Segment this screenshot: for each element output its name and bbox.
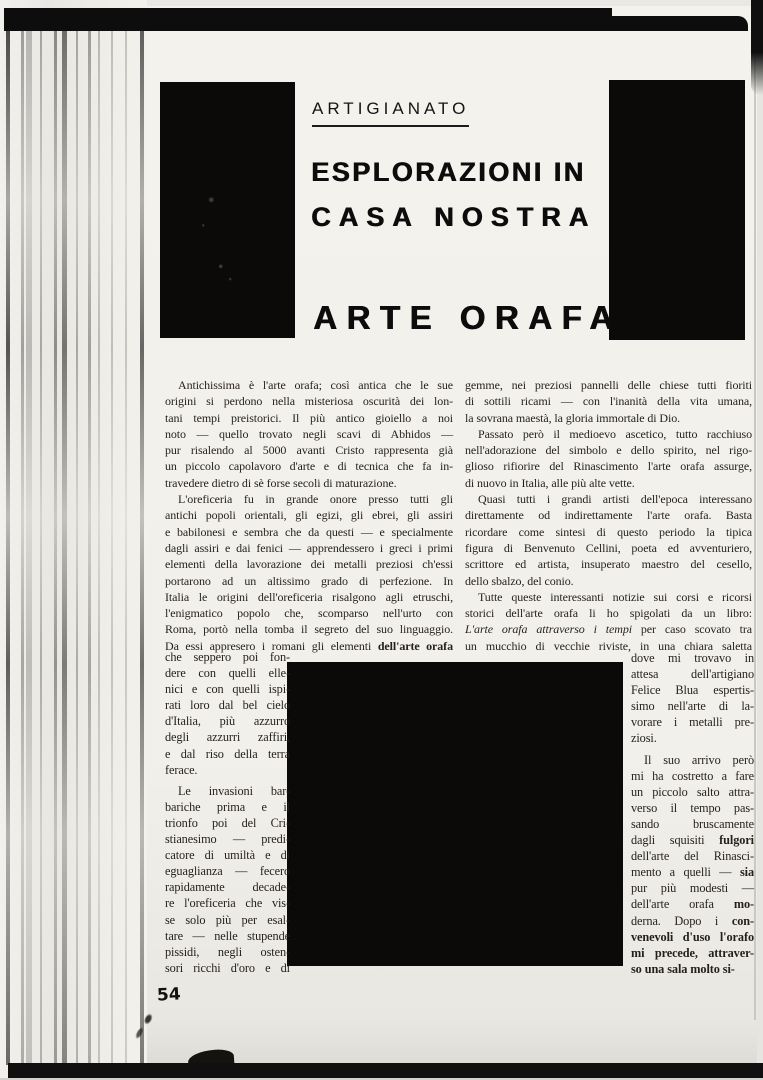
text-line: Passato però il medioevo ascetico, tutto racchiuso: [478, 426, 752, 441]
text-line: elementi della lavorazione dei metalli preziosi ch'essi: [165, 557, 453, 572]
text-line: tare — nelle stupende: [165, 928, 290, 943]
text-line: Quasi tutti i grandi artisti dell'epoca interessano: [478, 492, 752, 507]
column-left-top: [165, 377, 453, 654]
article-title-line2: CASA NOSTRA: [311, 202, 597, 232]
text-line: Il suo arrivo però: [644, 752, 754, 767]
text-line: ricordare come sintesi di questo periodo la tipica: [465, 524, 752, 539]
text-line: un mucchio di vecchie riviste, in una chiara saletta: [465, 638, 752, 653]
text-line: pissidi, negli osten-: [165, 944, 290, 959]
text-line: noto — quello trovato negli scavi di Abhidos —: [165, 426, 453, 441]
photo-top-right: [609, 80, 745, 340]
text-line: L'arte orafa attraverso i tempi per caso scovato tra: [465, 622, 752, 637]
photo-center: [287, 662, 623, 966]
column-right-narrow: [631, 650, 754, 977]
column-right-top: [465, 377, 752, 654]
text-line: di sottili ricami — con l'inanità della vita umana,: [465, 394, 752, 409]
text-line: nell'adorazione del simbolo e dello spirito, nel rigo-: [465, 443, 752, 458]
text-line: eguaglianza — fecero: [165, 864, 290, 879]
text-line: L'oreficeria fu in grande onore presso tutti gli: [178, 492, 453, 507]
scan-top-border-right: [610, 16, 748, 31]
text-line: nici e con quelli ispi-: [165, 682, 290, 697]
text-line: stianesimo — predi-: [165, 832, 290, 847]
text-line: storici dell'arte orafa li ho spigolati da un libro:: [465, 606, 752, 621]
text-line: Le invasioni bar-: [178, 783, 290, 798]
text-line: un piccolo capolavoro d'arte e di tecnica che fa in-: [165, 459, 453, 474]
text-line: derna. Dopo i con-: [631, 913, 754, 928]
text-line: Roma, portò nella tomba il segreto del suo linguaggio.: [165, 622, 453, 637]
text-line: gemme, nei preziosi pannelli delle chiese tutti fioriti: [465, 378, 752, 392]
spine-page-edge-line: [98, 10, 100, 1065]
scan-bottom-border: [8, 1063, 763, 1078]
spine-page-edge-line: [140, 10, 144, 1065]
text-line: verso il tempo pas-: [631, 800, 754, 815]
text-line: bariche prima e il: [165, 799, 290, 814]
spine-page-edge-line: [21, 10, 24, 1065]
text-line: se solo più per esal-: [165, 912, 290, 927]
text-line: Da essi appresero i romani gli elementi dell'arte orafa: [165, 638, 453, 653]
text-line: e babilonesi e sembra che da questi — e specialmente: [165, 524, 453, 539]
text-line: simo nell'arte di la-: [631, 699, 754, 714]
text-line: dello sbalzo, del conio.: [465, 573, 574, 588]
spine-page-edge-line: [26, 10, 32, 1065]
text-line: mi precede, attraver-: [631, 945, 754, 960]
text-line: origini si perdono nella misteriosa oscurità dei lon-: [165, 394, 453, 409]
column-left-narrow: [165, 649, 290, 976]
text-line: Italia le origini dell'oreficeria risalgono agli etruschi,: [165, 589, 453, 604]
text-line: dagli squisiti fulgori: [631, 833, 754, 848]
article-title: [311, 150, 596, 240]
photo-top-left: [160, 82, 295, 338]
spine-page-edge-line: [76, 10, 78, 1065]
scan-right-margin: [757, 0, 763, 1080]
article-headline: ARTE ORAFA: [313, 299, 623, 336]
text-line: rapidamente decade-: [165, 880, 290, 895]
page-right-edge: [754, 30, 756, 1020]
text-line: attesa dell'artigiano: [631, 667, 754, 682]
text-line: figura di Benvenuto Cellini, poeta ed avventuriero,: [465, 540, 752, 555]
text-line: Felice Blua espertis-: [631, 683, 754, 698]
spine-page-edge-line: [54, 10, 57, 1065]
spine-page-edge-line: [6, 10, 10, 1065]
text-line: scrittore ed artista, insuperato maestro del cesello,: [465, 557, 752, 572]
text-line: vorare i metalli pre-: [631, 715, 754, 730]
article-title-line1: ESPLORAZIONI IN: [311, 157, 586, 187]
text-line: l'enigmatico popolo che, scomparso nell'urto con: [165, 606, 453, 621]
text-line: dell'arte del Rinasci-: [631, 849, 754, 864]
scan-top-border: [4, 8, 612, 31]
text-line: pur più modesti —: [631, 881, 754, 896]
text-line: ferace.: [165, 762, 198, 777]
text-line: e dal riso della terra: [165, 746, 290, 761]
text-line: Tutte queste interessanti notizie sui corsi e ricorsi: [478, 589, 752, 604]
book-spine: [0, 0, 147, 1080]
text-line: tani tempi preistorici. Il più antico gioiello a noi: [165, 410, 453, 425]
text-line: re l'oreficeria che vis-: [165, 896, 290, 911]
spine-page-edge-line: [40, 10, 42, 1065]
text-line: degli azzurri zaffiri,: [165, 730, 290, 745]
text-line: portarono ad un altissimo grado di perfezione. In: [165, 573, 453, 588]
text-line: mi ha costretto a fare: [631, 768, 754, 783]
text-line: antichi popoli orientali, gli egizi, gli ebrei, gli assiri: [165, 508, 453, 523]
text-line: sori ricchi d'oro e di: [165, 960, 290, 975]
text-line: sando bruscamente: [631, 816, 754, 831]
text-line: mento a quelli — sia: [631, 865, 754, 880]
text-line: catore di umiltà e di: [165, 848, 290, 863]
text-line: so una sala molto si-: [631, 961, 735, 976]
text-line: venevoli d'uso l'orafo: [631, 929, 754, 944]
text-line: travedere dietro di sè forse secoli di maturazione.: [165, 475, 397, 490]
text-line: che seppero poi fon-: [165, 650, 290, 664]
spine-page-edge-line: [62, 10, 67, 1065]
text-line: d'Italia, più azzurro: [165, 714, 290, 729]
text-line: pur risalendo al 5000 avanti Cristo rappresenta già: [165, 443, 453, 458]
text-line: dove mi trovavo in: [631, 651, 754, 665]
text-line: glioso rifiorire del Rinascimento l'arte orafa assurge,: [465, 459, 752, 474]
text-line: dell'arte orafa mo-: [631, 897, 754, 912]
text-line: rati loro dal bel cielo: [165, 698, 290, 713]
text-line: dere con quelli elle-: [165, 666, 290, 681]
spine-page-edge-line: [88, 10, 91, 1065]
text-line: dagli assiri e dai fenici — apprendessero i greci i primi: [165, 540, 453, 555]
text-line: un piccolo salto attra-: [631, 784, 754, 799]
text-line: ziosi.: [631, 731, 657, 746]
text-line: di nuovo in Italia, alle più alte vette.: [465, 475, 635, 490]
page-number: 54: [156, 984, 182, 1006]
section-kicker: ARTIGIANATO: [312, 99, 469, 127]
text-line: Antichissima è l'arte orafa; così antica che le sue: [178, 378, 453, 392]
spine-page-edge-line: [125, 10, 127, 1065]
text-line: direttamente od indirettamente l'arte orafa. Basta: [465, 508, 752, 523]
text-line: la sovrana maestà, la gloria immortale di Dio.: [465, 410, 680, 425]
scan-top-right-shadow: [751, 0, 763, 95]
spine-page-edge-line: [111, 10, 113, 1065]
text-line: trionfo poi del Cri-: [165, 815, 290, 830]
